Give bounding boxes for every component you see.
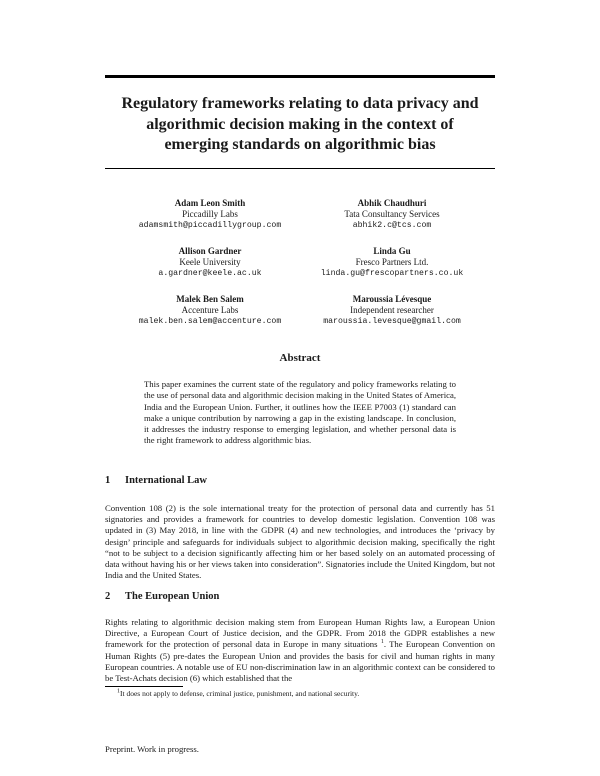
author-affiliation: Fresco Partners Ltd. — [355, 257, 429, 268]
section-number: 2 — [105, 591, 111, 602]
author-name: Maroussia Lévesque — [352, 294, 432, 304]
abstract-heading: Abstract — [279, 352, 321, 364]
paragraph-text: . The European Convention on Human Rights (5) pre-dates the European Union and provides the basis for civil and human rights in many European countries. A notable use of EU non-discrimination law in an algorithmic context can be considered to be Test-Achats decision (6) which established that the — [105, 639, 495, 684]
author-email: a.gardner@keele.ac.uk — [158, 269, 262, 279]
author-email: maroussia.levesque@gmail.com — [323, 317, 461, 327]
section-paragraph — [105, 617, 495, 684]
author-name: Abhik Chaudhuri — [357, 198, 427, 208]
author-email: malek.ben.salem@accenture.com — [138, 317, 282, 327]
footnote-number: 1 — [117, 688, 120, 695]
author-email: adamsmith@piccadillygroup.com — [138, 221, 282, 231]
footnote-mark[interactable]: 1 — [380, 639, 384, 646]
section-title: The European Union — [125, 591, 220, 602]
author-affiliation: Piccadilly Labs — [182, 209, 238, 220]
preprint-notice: Preprint. Work in progress. — [105, 744, 199, 754]
abstract-text: This paper examines the current state of the regulatory and policy frameworks relating to the use of personal data and algorithmic decision making in the United States of America, India and the European Union. Further, it outlines how the IEEE P7003 (1) standard can make a unique contribution by narrowing a gap in the existing landscape. In conclusion, it addresses the industry response to emerging legislation, and whether personal data is the right framework to address algorithmic bias. — [144, 379, 456, 446]
author-name: Malek Ben Salem — [176, 294, 244, 304]
paper-title — [100, 94, 500, 156]
paragraph-text: Rights relating to algorithmic decision making stem from European Human Rights law, a European Union Directive, a European Court of Justice decision, and the GDPR. From 2018 the GDPR establishes a new framework for the protection of personal data in Europe in many situations — [105, 617, 495, 650]
author-block — [272, 294, 512, 328]
title-top-rule — [105, 75, 495, 78]
author-block — [272, 246, 512, 280]
section-heading — [105, 591, 219, 602]
author-affiliation: Accenture Labs — [181, 305, 239, 316]
author-affiliation: Tata Consultancy Services — [344, 209, 440, 220]
section-paragraph: Convention 108 (2) is the sole international treaty for the protection of personal data and currently has 51 signatories and provides a framework for countries to develop domestic legislation. Convention 108 was updated in (3) May 2018, in line with the GDPR (4) and new technologies, and introduces the ‘privacy by design’ principle and safeguards for individuals subject to algorithmic decision making, specifically the right “not to be subject to a decision significantly affecting him or her based solely on an automated processing of data without having his or her views taken into consideration”. Signatories include the United Kingdom, but not India and the United States. — [105, 503, 495, 581]
section-heading — [105, 475, 207, 486]
author-name: Allison Gardner — [178, 246, 242, 256]
footnote-rule — [105, 686, 183, 687]
section-number: 1 — [105, 475, 111, 486]
footnote — [117, 689, 497, 698]
author-block — [272, 198, 512, 232]
section-title: International Law — [125, 475, 207, 486]
author-affiliation: Keele University — [179, 257, 241, 268]
title-bottom-rule — [105, 168, 495, 169]
author-affiliation: Independent researcher — [350, 305, 434, 316]
author-name: Adam Leon Smith — [174, 198, 246, 208]
title-line: emerging standards on algorithmic bias — [164, 136, 436, 153]
title-line: Regulatory frameworks relating to data privacy and — [121, 95, 479, 112]
title-line: algorithmic decision making in the context of — [146, 115, 454, 133]
footnote-text: It does not apply to defense, criminal justice, punishment, and national security. — [120, 689, 360, 698]
author-email: linda.gu@frescopartners.co.uk — [320, 269, 464, 279]
author-name: Linda Gu — [373, 246, 411, 256]
author-email: abhik2.c@tcs.com — [352, 221, 432, 231]
